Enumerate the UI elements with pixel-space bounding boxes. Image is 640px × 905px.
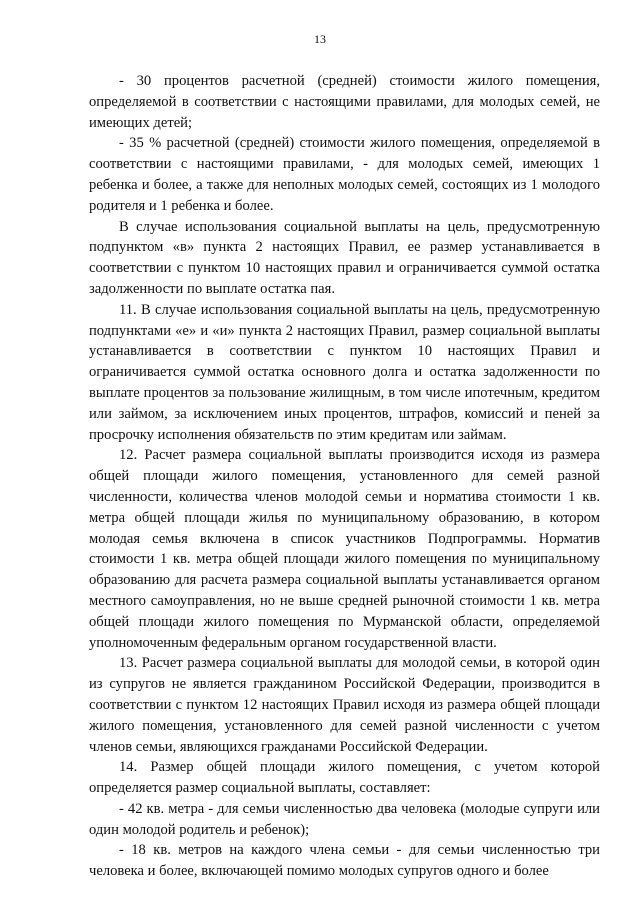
document-body	[89, 71, 600, 882]
paragraph-42-sq-m: - 42 кв. метра - для семьи численностью два человека (молодые супруги или один молодой родитель и ребенок);	[89, 800, 600, 838]
paragraph-clause-14: 14. Размер общей площади жилого помещения, с учетом которой определяется размер социальной выплаты, составляет:	[89, 759, 600, 797]
paragraph-share-repayment: В случае использования социальной выплаты на цель, предусмотренную подпунктом «в» пункта 2 настоящих Правил, ее размер устанавливается в соответствии с пунктом 10 настоящих правил и ограничивается суммой остатка задолженности по выплате остатка пая.	[89, 218, 600, 297]
paragraph-30-percent: - 30 процентов расчетной (средней) стоимости жилого помещения, определяемой в соответствии с настоящими правилами, для молодых семей, не имеющих детей;	[89, 73, 600, 131]
page-number: 13	[314, 32, 326, 46]
paragraph-18-sq-m: - 18 кв. метров на каждого члена семьи - для семьи численностью три человека и более, включающей помимо молодых супругов одного и более	[89, 842, 600, 880]
paragraph-clause-13: 13. Расчет размера социальной выплаты для молодой семьи, в которой один из супругов не является гражданином Российской Федерации, производится в соответствии с пунктом 12 настоящих Правил исходя из размера общей площади жилого помещения, установленного для семей разной численности с учетом членов семьи, являющихся гражданами Российской Федерации.	[89, 655, 600, 755]
paragraph-clause-12: 12. Расчет размера социальной выплаты производится исходя из размера общей площади жилого помещения, установленного для семей разной численности, количества членов молодой семьи и норматива стоимости 1 кв. метра общей площади жилья по муниципальному образованию, в котором молодая семья включена в список участников Подпрограммы. Норматив стоимости 1 кв. метра общей площади жилого помещения по муниципальному образованию для расчета размера социальной выплаты устанавливается органом местного самоуправления, но не выше средней рыночной стоимости 1 кв. метра общей площади жилого помещения по Мурманской области, определяемой уполномоченным федеральным органом государственной власти.	[89, 447, 600, 651]
paragraph-35-percent: - 35 % расчетной (средней) стоимости жилого помещения, определяемой в соответствии с настоящими правилами, - для молодых семей, имеющих 1 ребенка и более, а также для неполных молодых семей, состоящих из 1 молодого родителя и 1 ребенка и более.	[89, 135, 600, 214]
paragraph-clause-11: 11. В случае использования социальной выплаты на цель, предусмотренную подпунктами «е» и «и» пункта 2 настоящих Правил, размер социальной выплаты устанавливается в соответствии с пунктом 10 настоящих Правил и ограничивается суммой остатка основного долга и остатка задолженности по выплате процентов за пользование жилищным, в том числе ипотечным, кредитом или займом, за исключением иных процентов, штрафов, комиссий и пеней за просрочку исполнения обязательств по этим кредитам или займам.	[89, 301, 600, 443]
